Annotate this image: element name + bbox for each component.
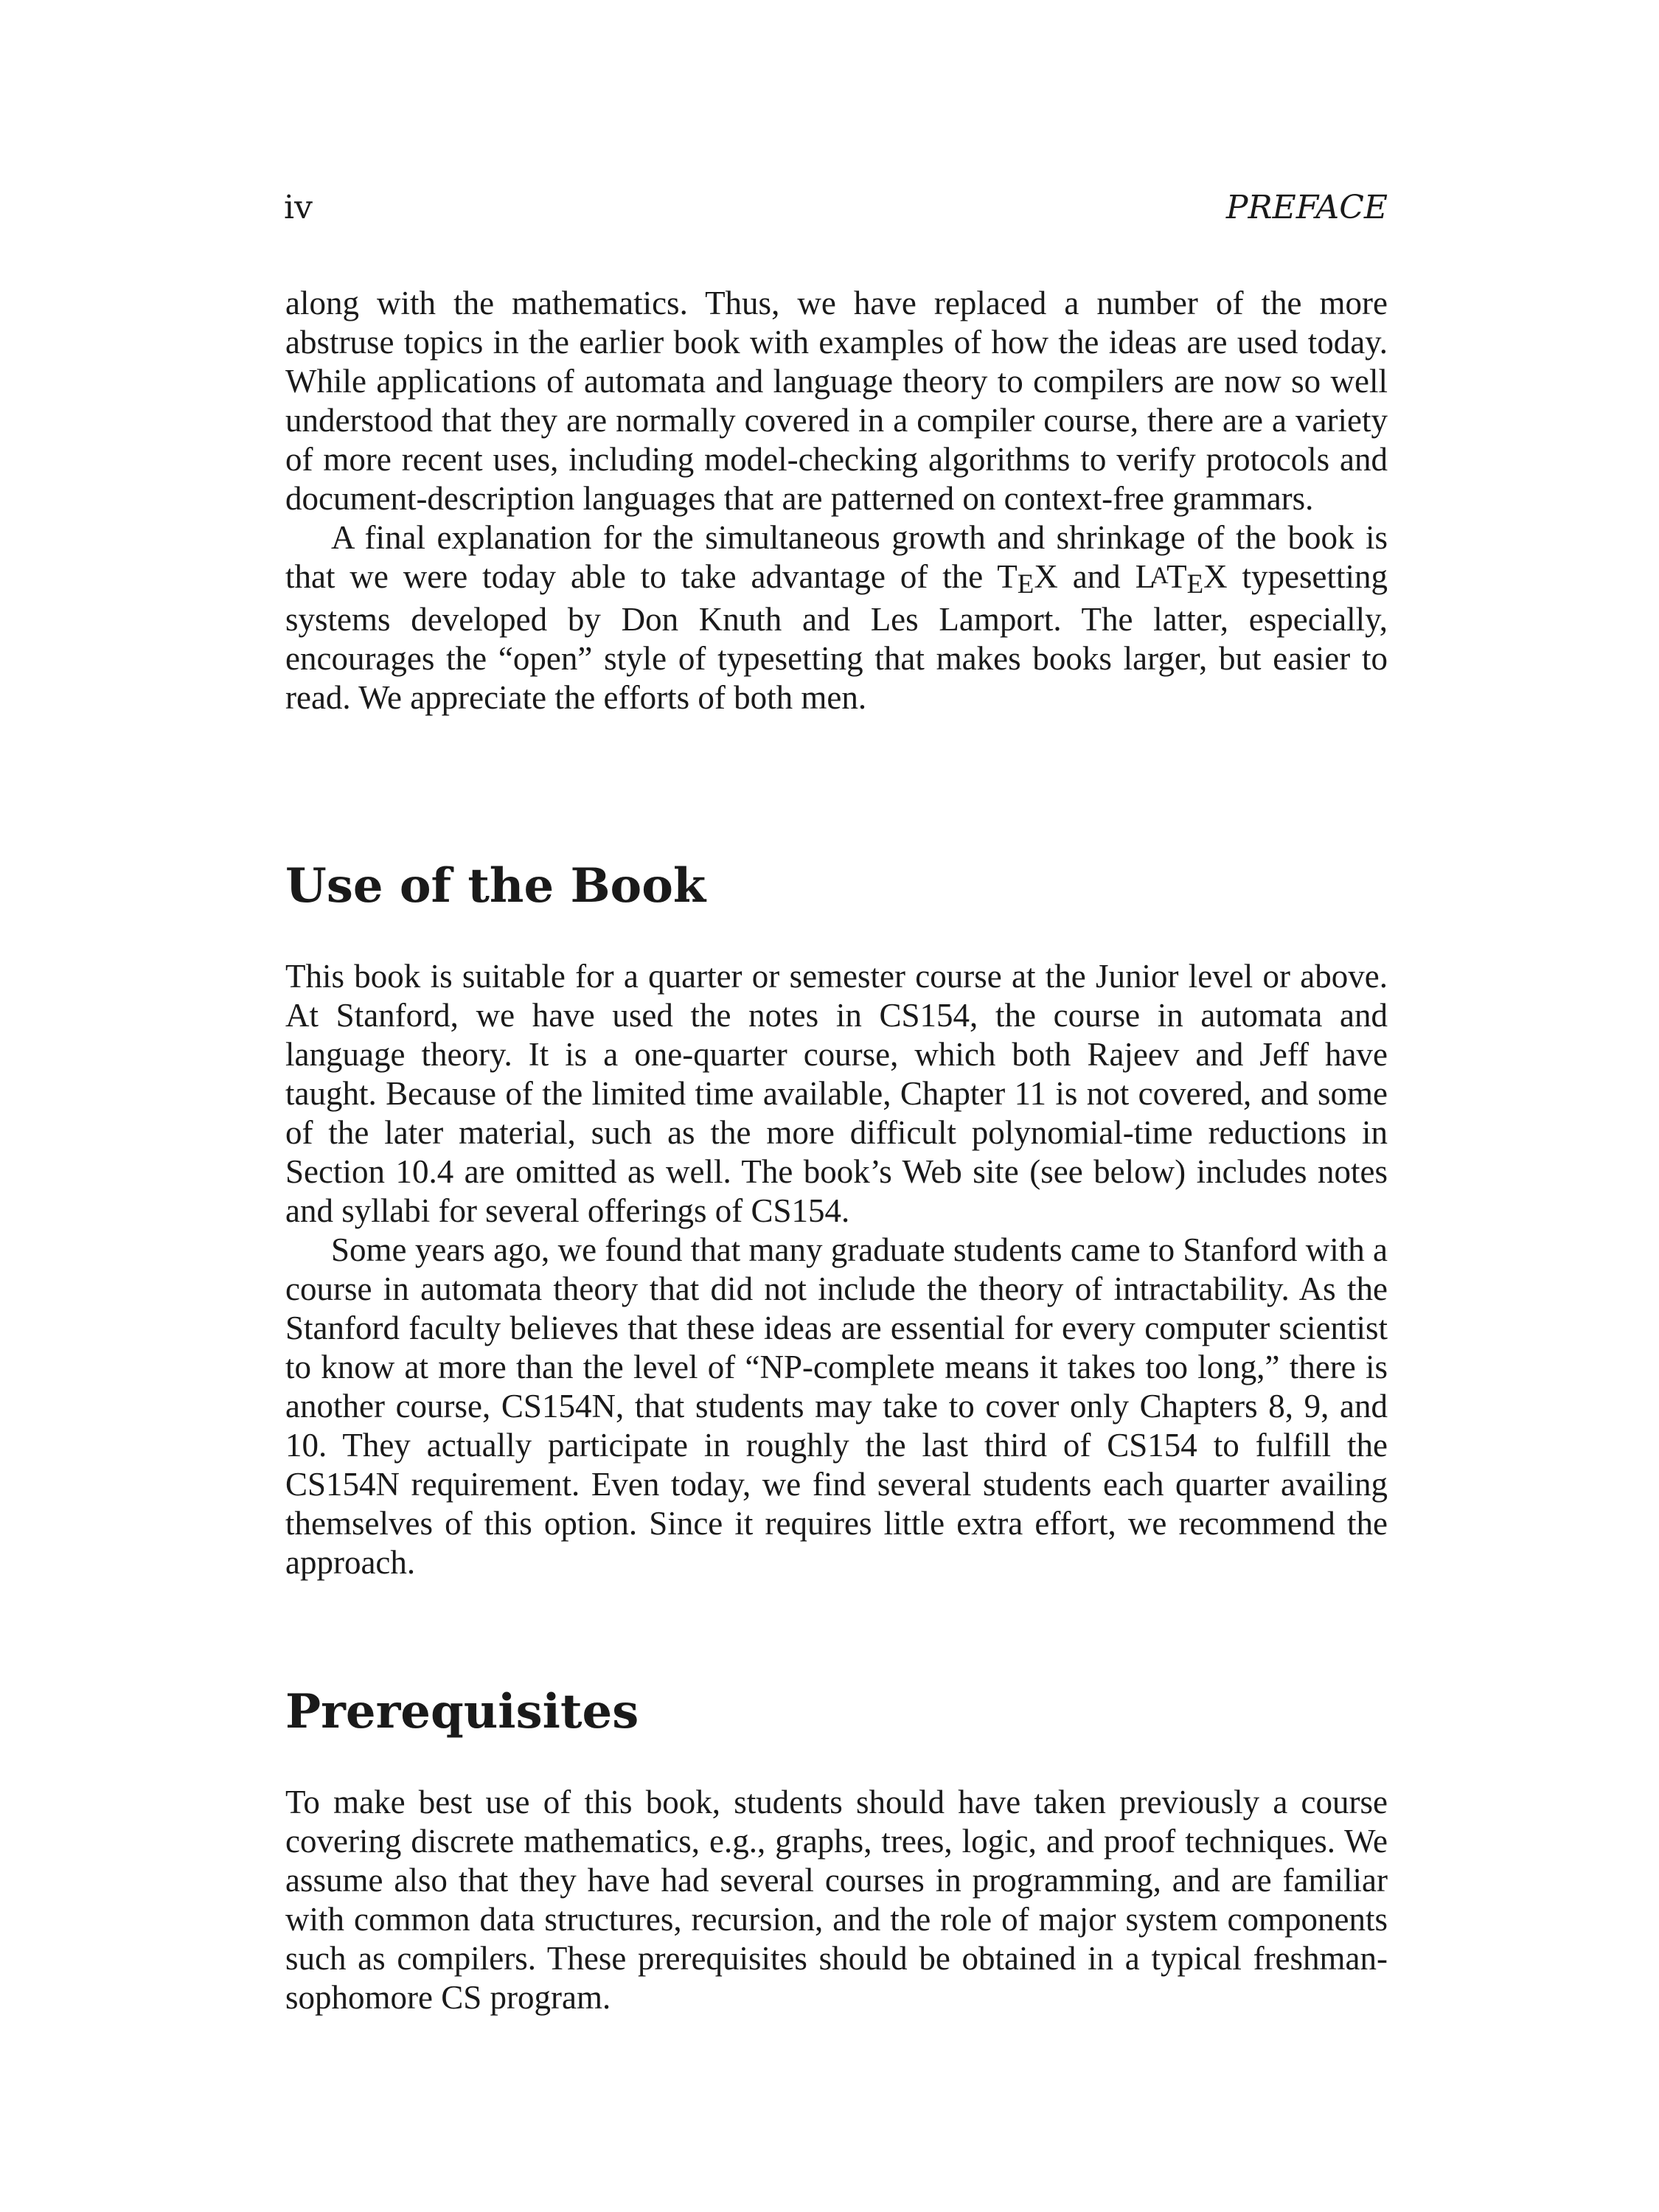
section-heading-use-of-book: Use of the Book (285, 858, 706, 914)
running-head (284, 186, 1388, 230)
intro-paragraph-2-part-2: and (1057, 558, 1135, 595)
use-paragraph-1: This book is suitable for a quarter or semester course at the Junior level or above. At Stanford, we have used the notes in CS154, the course in automata and language theory. It is a one-quarter course, which both Rajeev and Jeff have taught. Because of the limited time available, Chapter 11 is not covered, and some of the later material, such as the more difficult polynomial-time reductions in Section 10.4 are omitted as well. The book’s Web site (see below) includes notes and syllabi for several offerings of CS154. (285, 958, 1388, 1229)
section-heading-prerequisites: Prerequisites (285, 1684, 639, 1739)
latex-logo: LATEX (1135, 558, 1228, 599)
use-paragraph-2: Some years ago, we found that many graduate students came to Stanford with a course in automata theory that did not include the theory of intractability. As the Stanford faculty believes that these ideas are essential for every computer scientist to know at more than the level of “NP-complete means it takes too long,” there is another course, CS154N, that students may take to cover only Chapters 8, 9, and 10. They actually participate in roughly the last third of CS154 to fulfill the CS154N requirement. Even today, we find several students each quarter availing themselves of this option. Since it requires little extra effort, we recommend the approach. (285, 1231, 1388, 1581)
intro-paragraph-2 (285, 518, 1388, 717)
use-of-book-text (285, 957, 1388, 1582)
prereq-paragraph-1: To make best use of this book, students should have taken previously a course covering discrete mathematics, e.g., graphs, trees, logic, and proof techniques. We assume also that they have had several courses in programming, and are familiar with common data structures, recursion, and the role of major system components such as compilers. These prerequisites should be obtained in a typical freshman-sophomore CS program. (285, 1784, 1388, 2016)
intro-text (285, 284, 1388, 717)
running-title: PREFACE (1225, 189, 1388, 226)
prerequisites-text (285, 1783, 1388, 2017)
page-number: iv (284, 189, 313, 226)
intro-paragraph-2-part-1: A final explanation for the simultaneous growth and shrinkage of the book is that we were today able to take advantage of the (285, 519, 1388, 595)
tex-logo: TEX (997, 558, 1058, 599)
intro-paragraph-1: along with the mathematics. Thus, we have replaced a number of the more abstruse topics in the earlier book with examples of how the ideas are used today. While applications of automata and language theory to compilers are now so well understood that they are normally covered in a compiler course, there are a variety of more recent uses, including model-checking algorithms to verify protocols and document-description languages that are patterned on context-free grammars. (285, 285, 1388, 517)
intro-paragraph-2-part-3: typesetting systems developed by Don Knuth and Les Lamport. The latter, especially, encourages the “open” style of typesetting that makes books larger, but easier to read. We appreciate the efforts of both men. (285, 558, 1388, 716)
